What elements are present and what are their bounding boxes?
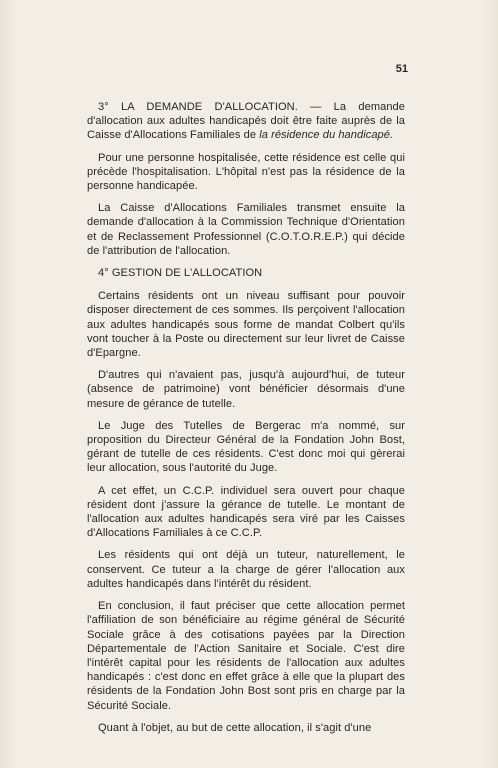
section-3-paragraph-2: Pour une personne hospitalisée, cette résidence est celle qui précède l'hospitalisation. L'hôpital n'est pas la résidence de la personne handicapée. [87,151,405,193]
section-4-paragraph-3: Le Juge des Tutelles de Bergerac m'a nommé, sur proposition du Directeur Général de la Fondation John Bost, gérant de tutelle de ces résidents. C'est donc moi qui gèrerai leur allocation, sous l'autorité du Juge. [87,419,405,475]
section-4-paragraph-2: D'autres qui n'avaient pas, jusqu'à aujourd'hui, de tuteur (absence de patrimoine) vont bénéficier désormais d'une mesure de gérance de tutelle. [87,369,405,410]
body-text [87,100,405,735]
section-4-heading: 4° GESTION DE L'ALLOCATION [98,267,263,280]
section-4-paragraph-4: A cet effet, un C.C.P. individuel sera ouvert pour chaque résident dont j'assure la gérance de tutelle. Le montant de l'allocation aux adultes handicapés sera viré par les Caisses d'Allocations Familiales à ce C.C.P. [87,484,405,540]
section-4-paragraph-1: Certains résidents ont un niveau suffisant pour pouvoir disposer directement de ces sommes. Ils perçoivent l'allocation aux adultes handicapés sous forme de mandat Colbert qu'ils vont toucher à la Poste ou directement sur leur livret de Caisse d'Epargne. [87,290,405,360]
section-3-lead-text: 3° LA DEMANDE D'ALLOCATION. — La demande d'allocation aux adultes handicapés doit être faite auprès de la Caisse d'Allocations Familiales de [87,101,405,142]
section-3-paragraph-3: La Caisse d'Allocations Familiales transmet ensuite la demande d'allocation à la Commission Technique d'Orientation et de Reclassement Professionnel (C.O.T.O.R.E.P.) qui décide de l'attribution de l'allocation. [87,202,405,257]
section-4-paragraph-5: Les résidents qui ont déjà un tuteur, naturellement, le conservent. Ce tuteur a la charge de gérer l'allocation aux adultes handicapés dans l'intérêt du résident. [87,549,405,590]
page-number: 51 [395,63,408,75]
section-3-paragraph-1 [87,100,405,143]
section-4-paragraph-7: Quant à l'objet, au but de cette allocation, il s'agit d'une [98,721,372,734]
section-3-lead-italic: la résidence du handicapé. [259,129,394,142]
section-4-paragraph-6: En conclusion, il faut préciser que cette allocation permet l'affiliation de son bénéficiaire au régime général de Sécurité Sociale grâce à des cotisations payées par la Direction Départementale de l'Action Sanitaire et Sociale. C'est dire l'intérêt capital pour les résidents de l'allocation aux adultes handicapés : c'est donc en effet grâce à elle que la plupart des résidents de la Fondation John Bost sont pris en charge par la Sécurité Sociale. [87,600,405,712]
